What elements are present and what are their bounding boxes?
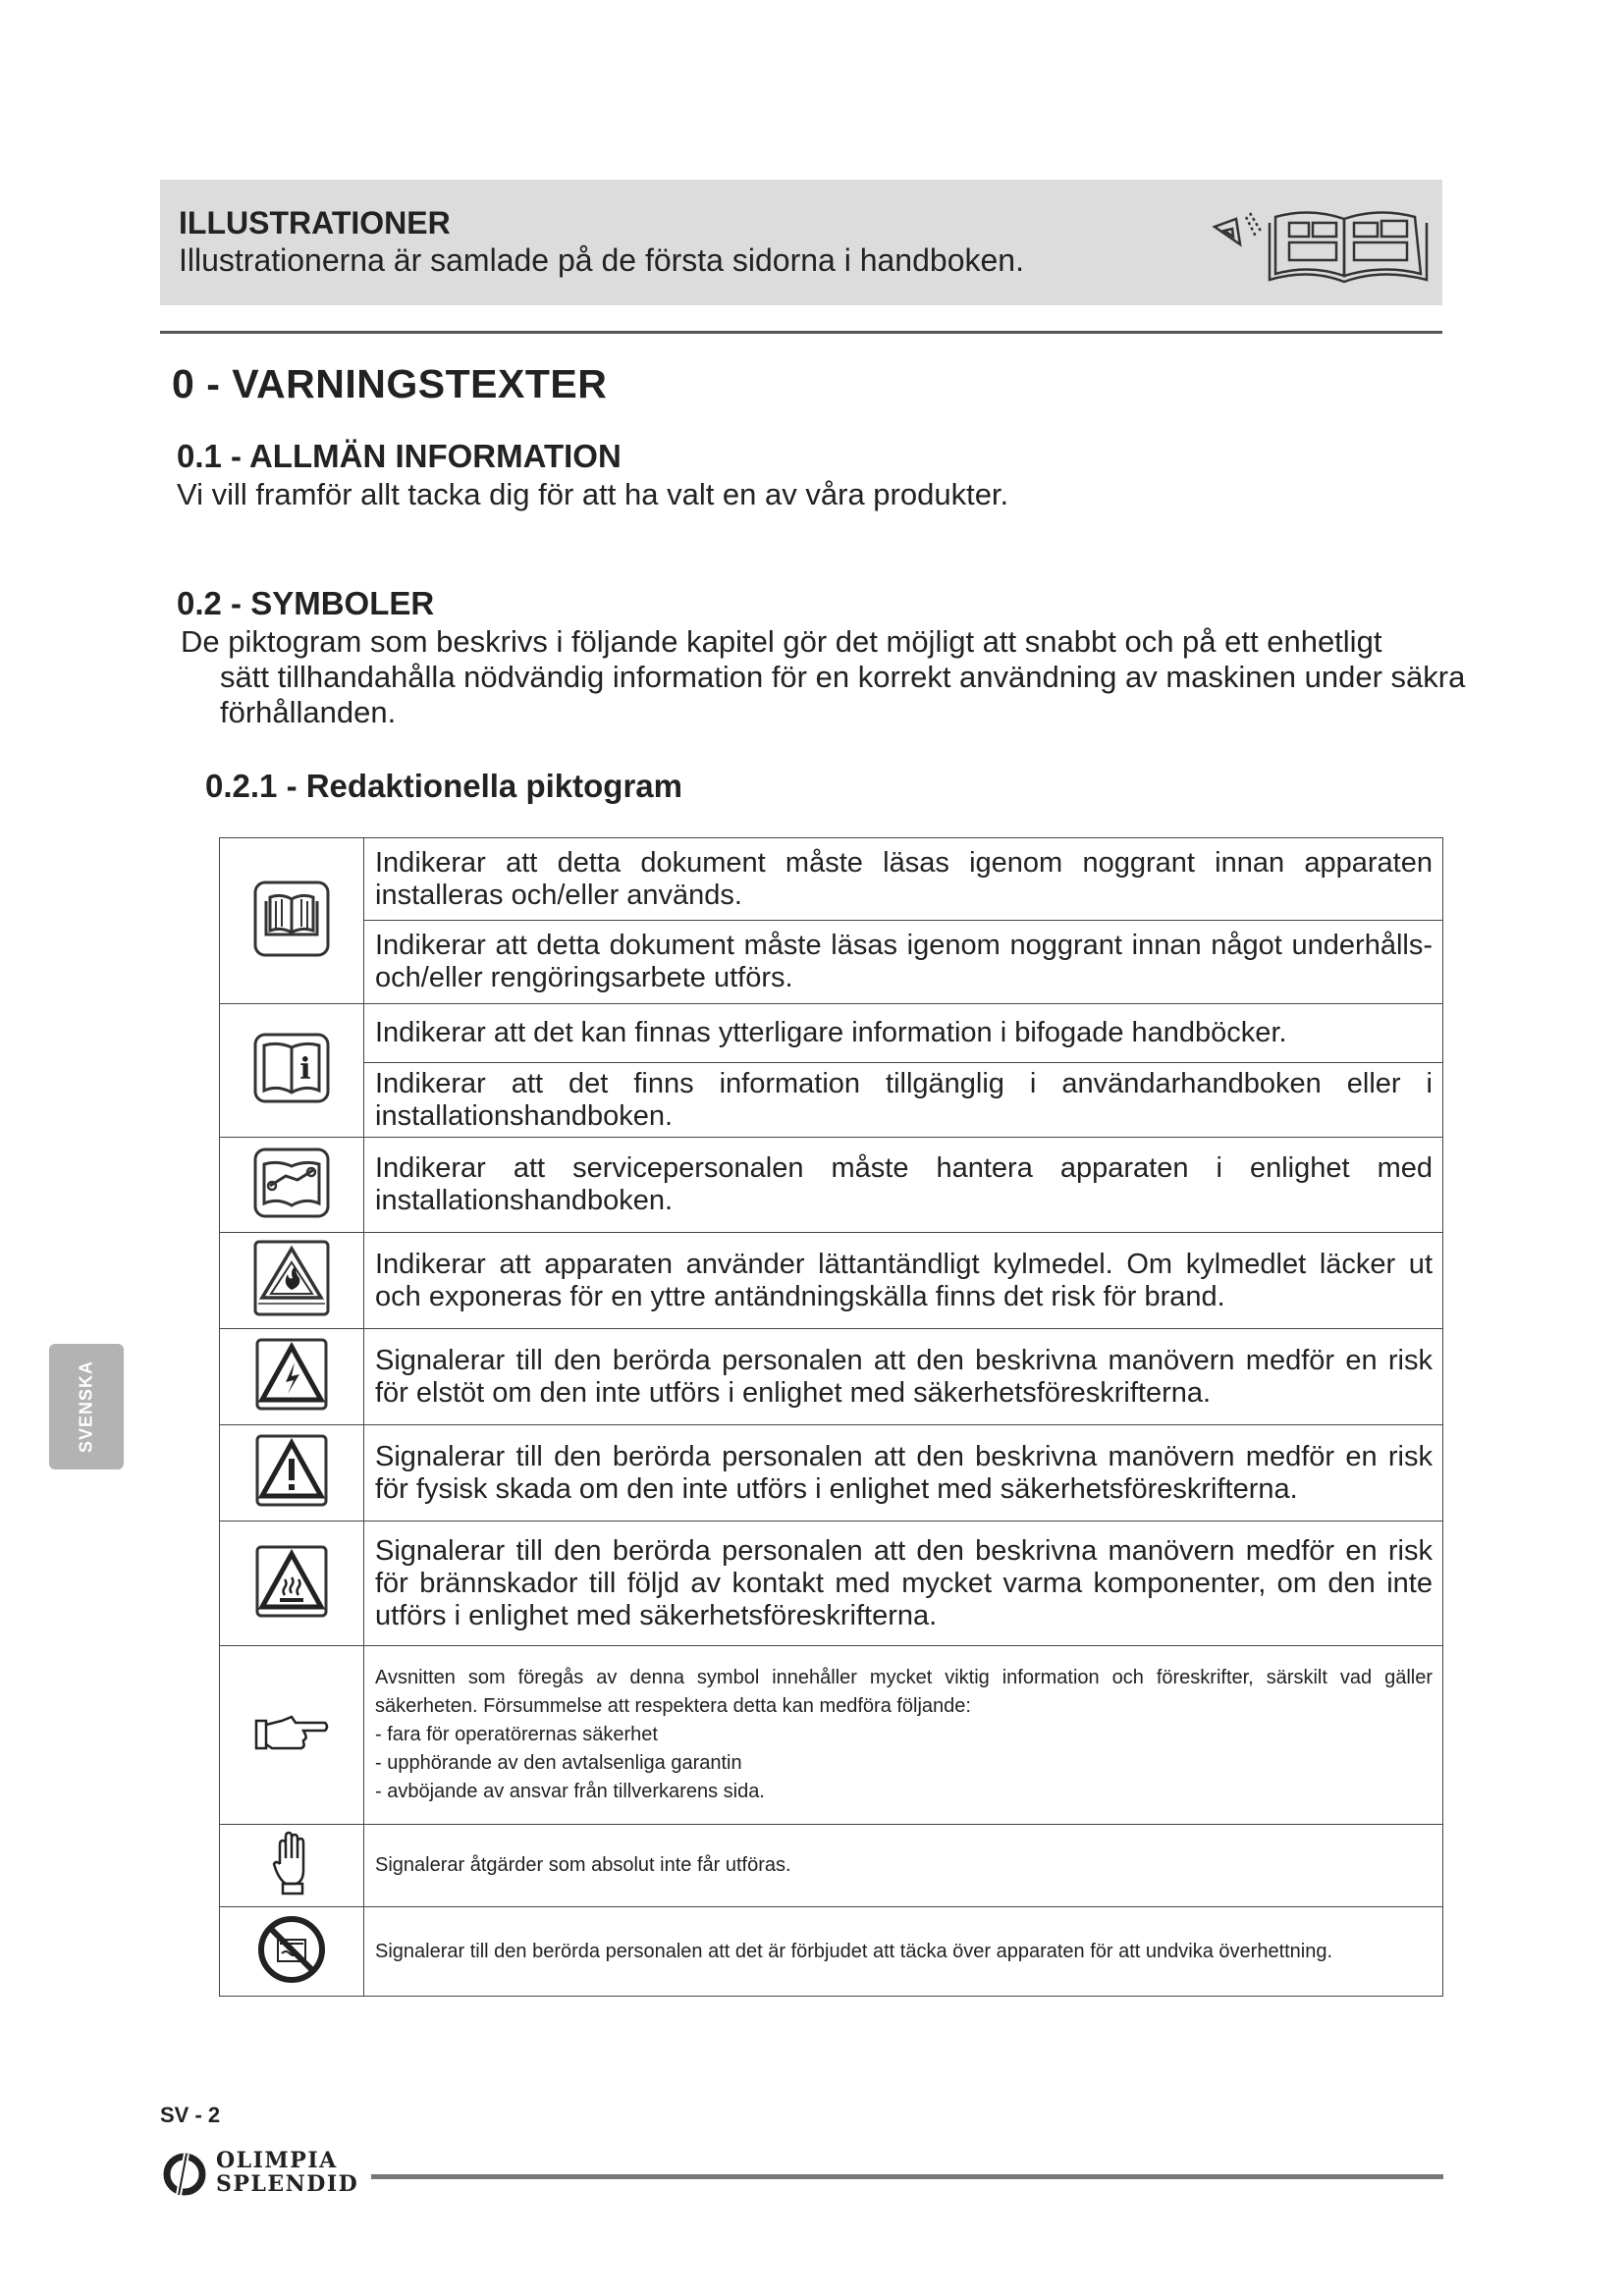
table-row [220, 1425, 1443, 1522]
pictogram-description: Indikerar att servicepersonalen måste hantera apparaten i enlighet med installationshandboken. [364, 1138, 1443, 1233]
list-item: - fara för operatörernas säkerhet [375, 1721, 1433, 1749]
info-manual-icon [252, 1032, 331, 1104]
electric-shock-warning-icon [254, 1337, 329, 1412]
table-row [220, 1329, 1443, 1425]
note-list [375, 1721, 1433, 1806]
pictogram-description: Indikerar att detta dokument måste läsas igenom noggrant innan något underhålls- och/eller rengöringsarbete utförs. [364, 921, 1443, 1004]
pictogram-cell [220, 1646, 364, 1825]
pictogram-description: Indikerar att detta dokument måste läsas igenom noggrant innan apparaten installeras och/eller används. [364, 838, 1443, 921]
logo-text-line1: OLIMPIA [216, 2148, 338, 2173]
open-book-icon [1207, 197, 1435, 286]
service-manual-icon [252, 1147, 331, 1219]
table-row [220, 1063, 1443, 1138]
danger-warning-icon [254, 1433, 329, 1508]
table-row [220, 1233, 1443, 1329]
pictogram-description: Signalerar till den berörda personalen att det är förbjudet att täcka över apparaten för att undvika överhettning. [364, 1907, 1443, 1997]
pictogram-description: Signalerar till den berörda personalen att den beskrivna manövern medför en risk för brännskador till följd av kontakt med mycket varma komponenter, om den inte utförs i enlighet med säkerhetsföreskrifterna. [364, 1522, 1443, 1646]
table-row [220, 1825, 1443, 1907]
illustrations-banner [160, 180, 1442, 305]
pictogram-cell [220, 1907, 364, 1997]
list-item: - upphörande av den avtalsenliga garantin [375, 1749, 1433, 1778]
page-number: SV - 2 [160, 2103, 221, 2127]
logo-text-line2: SPLENDID [216, 2171, 359, 2197]
symbols-text [181, 624, 1465, 730]
symbols-text-line: sätt tillhandahålla nödvändig information för en korrekt användning av maskinen under säkra [220, 660, 1466, 694]
table-row [220, 838, 1443, 921]
pictogram-cell [220, 838, 364, 1004]
table-row [220, 1004, 1443, 1063]
pictogram-cell [220, 1138, 364, 1233]
pictogram-description: Indikerar att apparaten använder lättantändligt kylmedel. Om kylmedlet läcker ut och exponeras för en yttre antändningskälla finns det risk för brand. [364, 1233, 1443, 1329]
subsection-title-general: 0.1 - ALLMÄN INFORMATION [177, 438, 622, 474]
pictogram-cell [220, 1425, 364, 1522]
section-title: 0 - VARNINGSTEXTER [172, 361, 608, 406]
pictogram-description: Signalerar till den berörda personalen att den beskrivna manövern medför en risk för elstöt om den inte utförs i enlighet med säkerhetsföreskrifterna. [364, 1329, 1443, 1425]
table-row [220, 1138, 1443, 1233]
pictogram-cell [220, 1522, 364, 1646]
list-item: - avböjande av ansvar från tillverkarens sida. [375, 1778, 1433, 1806]
pictogram-description: Signalerar till den berörda personalen att den beskrivna manövern medför en risk för fysisk skada om den inte utförs i enlighet med säkerhetsföreskrifterna. [364, 1425, 1443, 1522]
table-row [220, 1907, 1443, 1997]
symbols-text-line: förhållanden. [220, 695, 397, 729]
pictogram-cell [220, 1329, 364, 1425]
hot-surface-warning-icon [254, 1544, 329, 1619]
table-row [220, 1646, 1443, 1825]
pictogram-table [219, 837, 1443, 1997]
pictogram-description: Signalerar åtgärder som absolut inte får utföras. [364, 1825, 1443, 1907]
banner-title: ILLUSTRATIONER [179, 205, 451, 240]
pictogram-description: Indikerar att det finns information tillgänglig i användarhandboken eller i installationshandboken. [364, 1063, 1443, 1138]
table-row [220, 921, 1443, 1004]
section-divider [160, 331, 1442, 334]
general-info-text: Vi vill framför allt tacka dig för att ha valt en av våra produkter. [177, 477, 1009, 511]
language-side-tab [49, 1344, 124, 1469]
brand-logo [157, 2148, 363, 2197]
note-intro: Avsnitten som föregås av denna symbol innehåller mycket viktig information och föreskrifter, särskilt vad gäller säkerheten. Försummelse att respektera detta kan medföra följande: [375, 1667, 1433, 1717]
svg-text:i: i [299, 1052, 311, 1087]
footer-rule [371, 2174, 1443, 2179]
pictogram-cell [220, 1233, 364, 1329]
pointing-hand-icon [252, 1713, 331, 1752]
flammable-warning-icon [252, 1239, 331, 1317]
symbols-text-line: De piktogram som beskrivs i följande kapitel gör det möjligt att snabbt och på ett enhetligt [181, 624, 1382, 659]
pictogram-cell [220, 1004, 364, 1138]
stop-hand-icon [272, 1831, 311, 1896]
language-label: SVENSKA [76, 1360, 96, 1454]
banner-text: Illustrationerna är samlade på de första sidorna i handboken. [179, 242, 1024, 278]
subsubsection-title: 0.2.1 - Redaktionella piktogram [205, 768, 682, 804]
table-row [220, 1522, 1443, 1646]
do-not-cover-icon [256, 1914, 327, 1985]
pictogram-description: Indikerar att det kan finnas ytterligare information i bifogade handböcker. [364, 1004, 1443, 1063]
pictogram-cell [220, 1825, 364, 1907]
pictogram-description [364, 1646, 1443, 1825]
logo-emblem-icon [157, 2148, 212, 2197]
subsection-title-symbols: 0.2 - SYMBOLER [177, 585, 435, 621]
read-manual-icon [252, 880, 331, 958]
